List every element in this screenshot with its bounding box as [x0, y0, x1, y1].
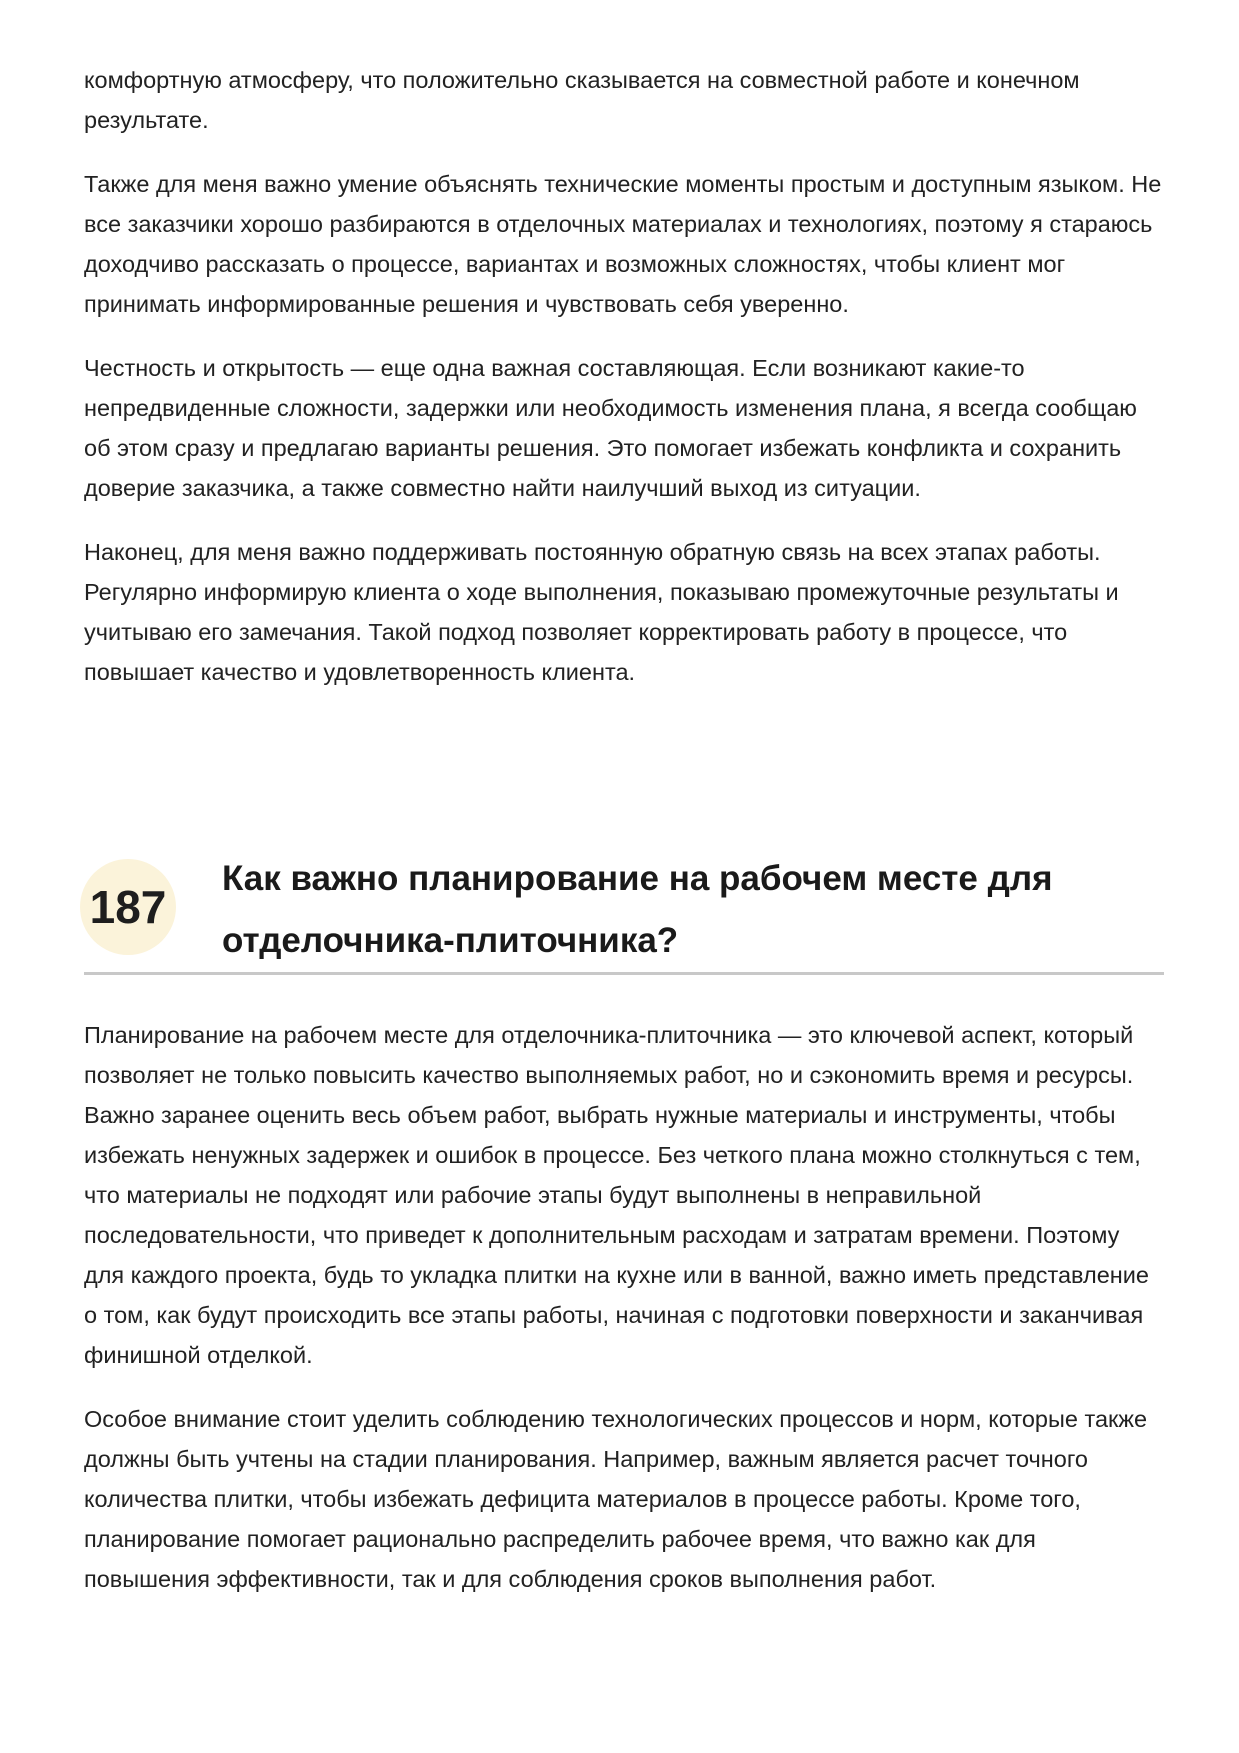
intro-paragraph: Честность и открытость — еще одна важная составляющая. Если возникают какие-то непредвиденные сложности, задержки или необходимость изменения плана, я всегда сообщаю об этом сразу и предлагаю варианты решения. Это помогает избежать конфликта и сохранить доверие заказчика, а также совместно найти наилучший выход из ситуации.: [84, 355, 1137, 501]
question-number-badge: 187: [80, 859, 176, 955]
question-header: [84, 844, 1164, 975]
document-page: [84, 60, 1164, 1623]
question-title: Как важно планирование на рабочем месте для отделочника-плиточника?: [222, 859, 1053, 960]
answer-paragraph: Планирование на рабочем месте для отделочника-плиточника — это ключевой аспект, который позволяет не только повысить качество выполняемых работ, но и сэкономить время и ресурсы. Важно заранее оценить весь объем работ, выбрать нужные материалы и инструменты, чтобы избежать ненужных задержек и ошибок в процессе. Без четкого плана можно столкнуться с тем, что материалы не подходят или рабочие этапы будут выполнены в неправильной последовательности, что приведет к дополнительным расходам и затратам времени. Поэтому для каждого проекта, будь то укладка плитки на кухне или в ванной, важно иметь представление о том, как будут происходить все этапы работы, начиная с подготовки поверхности и заканчивая финишной отделкой.: [84, 1022, 1149, 1368]
section-spacer: [84, 716, 1164, 844]
intro-paragraph: Наконец, для меня важно поддерживать постоянную обратную связь на всех этапах работы. Регулярно информирую клиента о ходе выполнения, показываю промежуточные результаты и учитываю его замечания. Такой подход позволяет корректировать работу в процессе, что повышает качество и удовлетворенность клиента.: [84, 539, 1119, 685]
intro-paragraph: комфортную атмосферу, что положительно сказывается на совместной работе и конечном результате.: [84, 67, 1080, 133]
intro-paragraph: Также для меня важно умение объяснять технические моменты простым и доступным языком. Не все заказчики хорошо разбираются в отделочных материалах и технологиях, поэтому я стараюсь доходчиво рассказать о процессе, вариантах и возможных сложностях, чтобы клиент мог принимать информированные решения и чувствовать себя уверенно.: [84, 171, 1162, 317]
answer-paragraph: Особое внимание стоит уделить соблюдению технологических процессов и норм, которые также должны быть учтены на стадии планирования. Например, важным является расчет точного количества плитки, чтобы избежать дефицита материалов в процессе работы. Кроме того, планирование помогает рационально распределить рабочее время, что важно как для повышения эффективности, так и для соблюдения сроков выполнения работ.: [84, 1406, 1148, 1592]
